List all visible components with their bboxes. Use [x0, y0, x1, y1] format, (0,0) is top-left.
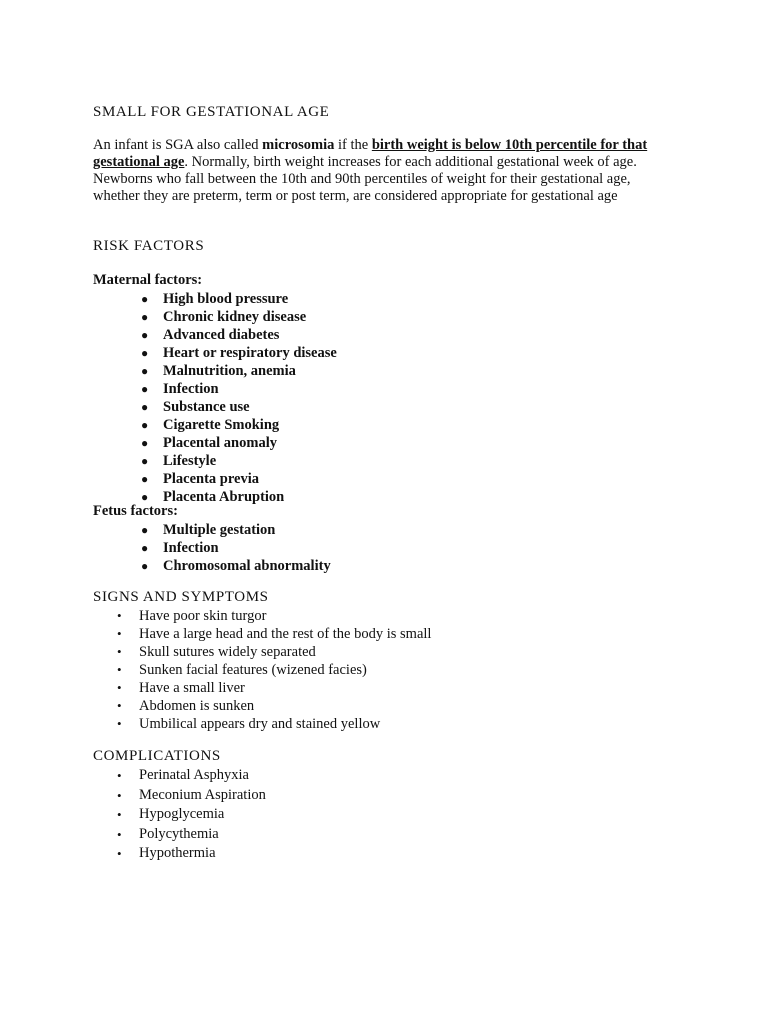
bullet-icon: •	[117, 787, 122, 803]
bullet-icon: ●	[141, 400, 149, 414]
bullet-icon: •	[117, 698, 122, 713]
bullet-icon: ●	[141, 346, 149, 360]
bullet-icon: ●	[141, 364, 149, 378]
bullet-icon: ●	[141, 472, 149, 486]
list-item-text: Sunken facial features (wizened facies)	[139, 662, 367, 678]
bullet-icon: ●	[141, 310, 149, 324]
list-item-text: Chronic kidney disease	[163, 309, 307, 325]
complications-heading: COMPLICATIONS	[93, 748, 221, 764]
bullet-icon: ●	[141, 382, 149, 396]
document-title: SMALL FOR GESTATIONAL AGE	[93, 104, 330, 120]
list-item	[117, 844, 266, 864]
list-item	[117, 766, 266, 786]
fetus-factors-list	[141, 521, 331, 575]
list-item-text: Malnutrition, anemia	[163, 363, 296, 379]
list-item-text: Cigarette Smoking	[163, 417, 280, 433]
list-item-text: Hypoglycemia	[139, 806, 225, 822]
bullet-icon: •	[117, 644, 122, 659]
list-item	[141, 521, 331, 539]
list-item	[117, 643, 431, 661]
list-item-text: Substance use	[163, 399, 250, 415]
list-item	[117, 661, 431, 679]
list-item	[141, 326, 337, 344]
bullet-icon: ●	[141, 328, 149, 342]
list-item-text: Multiple gestation	[163, 522, 276, 538]
complications-list	[117, 766, 266, 864]
bullet-icon: •	[117, 846, 122, 861]
bullet-icon: ●	[141, 292, 149, 306]
signs-list	[117, 607, 432, 733]
bullet-icon: ●	[141, 490, 149, 504]
list-item-text: Lifestyle	[163, 453, 217, 469]
list-item	[141, 470, 337, 488]
list-item	[141, 488, 337, 506]
list-item-text: Abdomen is sunken	[139, 698, 255, 714]
list-item	[117, 805, 266, 825]
list-item-text: Chromosomal abnormality	[163, 558, 331, 574]
maternal-factors-list	[141, 290, 337, 506]
list-item	[117, 625, 432, 643]
maternal-factors-label: Maternal factors:	[93, 272, 203, 288]
intro-term: microsomia	[262, 137, 335, 153]
bullet-icon: ●	[141, 418, 149, 432]
list-item-text: Umbilical appears dry and stained yellow	[139, 716, 381, 732]
list-item	[141, 290, 337, 308]
list-item-text: Skull sutures widely separated	[139, 644, 316, 660]
list-item	[141, 416, 337, 434]
intro-text-3: . Normally, birth weight increases for each additional gestational week of age. Newborns who fall between the 10th and 90th percentiles of weight for their gestational age, whether they are preterm, term or post term, are considered appropriate for gestational age	[93, 154, 637, 204]
intro-text-1: An infant is SGA also called	[93, 137, 263, 153]
list-item-text: High blood pressure	[163, 291, 289, 307]
list-item-text: Heart or respiratory disease	[163, 345, 337, 361]
bullet-icon: •	[117, 680, 122, 695]
list-item	[141, 362, 337, 380]
list-item	[141, 434, 337, 452]
list-item	[141, 557, 331, 575]
list-item	[141, 398, 337, 416]
list-item	[117, 679, 431, 697]
bullet-icon: ●	[141, 436, 149, 450]
list-item	[141, 539, 331, 557]
bullet-icon: ●	[141, 541, 149, 555]
list-item-text: Hypothermia	[139, 845, 216, 861]
bullet-icon: •	[117, 826, 122, 842]
intro-paragraph	[93, 137, 673, 205]
list-item-text: Perinatal Asphyxia	[139, 767, 249, 783]
bullet-icon: •	[117, 608, 122, 623]
intro-text-2: if the	[334, 137, 372, 153]
list-item-text: Meconium Aspiration	[139, 786, 266, 803]
bullet-icon: •	[117, 626, 122, 641]
list-item-text: Placenta previa	[163, 471, 259, 487]
intro-underlined: birth weight is below 10th percentile for that gestational age	[93, 137, 648, 170]
list-item	[141, 308, 337, 326]
risk-factors-heading: RISK FACTORS	[93, 238, 205, 254]
bullet-icon: •	[117, 768, 122, 783]
list-item	[117, 715, 431, 733]
bullet-icon: ●	[141, 559, 149, 573]
list-item-text: Have a large head and the rest of the body is small	[139, 626, 432, 642]
signs-heading: SIGNS AND SYMPTOMS	[93, 589, 269, 605]
list-item-text: Polycythemia	[139, 825, 219, 842]
fetus-factors-label: Fetus factors:	[93, 503, 178, 519]
list-item	[141, 452, 337, 470]
list-item	[117, 697, 431, 715]
bullet-icon: ●	[141, 523, 149, 537]
list-item-text: Placental anomaly	[163, 435, 277, 451]
list-item-text: Infection	[163, 381, 219, 397]
list-item	[141, 344, 337, 362]
list-item	[117, 607, 431, 625]
list-item	[141, 380, 337, 398]
bullet-icon: •	[117, 716, 122, 731]
list-item-text: Have poor skin turgor	[139, 608, 267, 624]
list-item-text: Have a small liver	[139, 680, 245, 696]
list-item-text: Advanced diabetes	[163, 327, 280, 343]
bullet-icon: ●	[141, 454, 149, 468]
list-item-text: Infection	[163, 540, 219, 556]
list-item-text: Placenta Abruption	[163, 489, 285, 505]
list-item	[117, 825, 266, 845]
bullet-icon: •	[117, 807, 122, 822]
bullet-icon: •	[117, 662, 122, 677]
list-item	[117, 786, 266, 806]
